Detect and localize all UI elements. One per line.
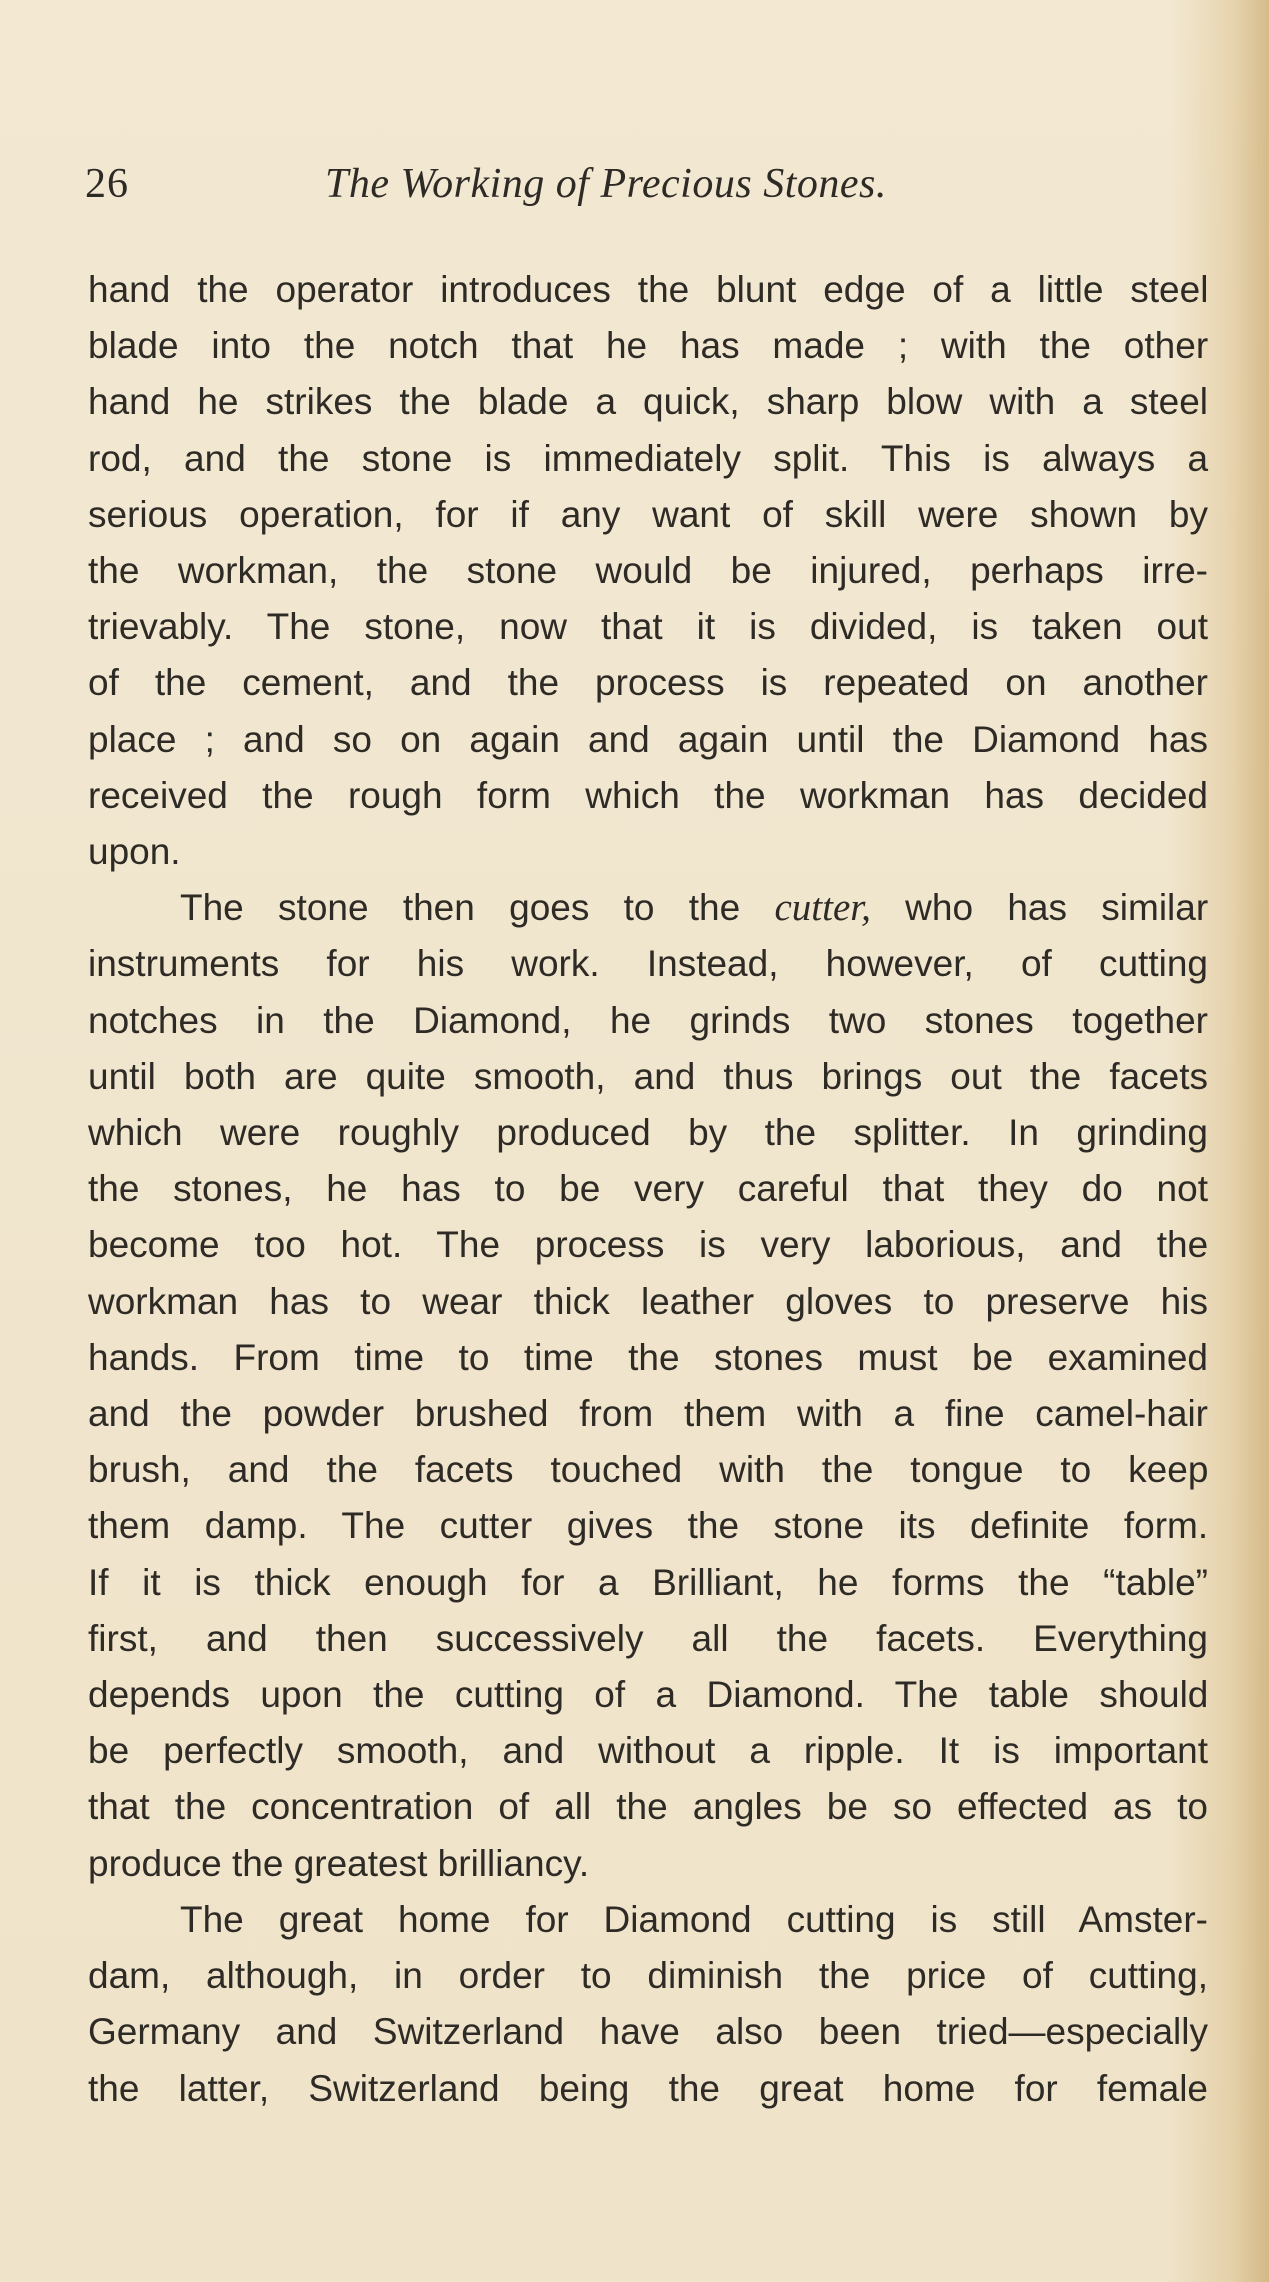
text-line: workman has to wear thick leather gloves to preserve his xyxy=(88,1280,1208,1322)
text-line: hand the operator introduces the blunt edge of a little steel xyxy=(88,269,1209,310)
text-line: brush, and the facets touched with the tongue to keep xyxy=(88,1449,1209,1491)
text-line: depends upon the cutting of a Diamond. The table should xyxy=(88,1674,1209,1716)
text-line: the stones, he has to be very careful that they do not xyxy=(88,1168,1208,1210)
text-line: trievably. The stone, now that it is divided, is taken out xyxy=(88,606,1208,648)
text-line-first xyxy=(88,880,1208,936)
text-line: Germany and Switzerland have also been tried—especially xyxy=(88,2011,1208,2053)
paragraph-1 xyxy=(88,262,1208,880)
text-line: the workman, the stone would be injured, perhaps irre- xyxy=(88,550,1208,592)
text-line: notches in the Diamond, he grinds two stones together xyxy=(88,999,1208,1041)
text-line: first, and then successively all the facets. Everything xyxy=(88,1617,1208,1659)
text-line: place ; and so on again and again until the Diamond has xyxy=(88,718,1208,760)
text-line: produce the greatest brilliancy. xyxy=(88,1842,590,1884)
text-line: upon. xyxy=(88,831,181,873)
text-line: hand he strikes the blade a quick, sharp blow with a steel xyxy=(88,381,1208,423)
body-text xyxy=(88,262,1208,2117)
text-line: them damp. The cutter gives the stone its definite form. xyxy=(88,1505,1209,1547)
paragraph-3 xyxy=(88,1892,1208,2117)
text-line: rod, and the stone is immediately split. This is always a xyxy=(88,437,1209,479)
text-line: be perfectly smooth, and without a ripple. It is important xyxy=(88,1730,1208,1772)
text-line-first: The great home for Diamond cutting is still Amster- xyxy=(180,1898,1208,1940)
text-line: instruments for his work. Instead, however, of cutting xyxy=(88,943,1208,985)
paragraph-2 xyxy=(88,880,1208,1892)
page-number: 26 xyxy=(85,161,129,207)
text-line: blade into the notch that he has made ; with the other xyxy=(88,325,1209,367)
text-line: until both are quite smooth, and thus brings out the facets xyxy=(88,1055,1209,1097)
text-fragment: The stone then goes to the xyxy=(180,887,775,929)
page-header xyxy=(85,160,1205,220)
text-line: and the powder brushed from them with a fine camel-hair xyxy=(88,1393,1208,1435)
text-line: of the cement, and the process is repeated on another xyxy=(88,662,1208,704)
text-line: received the rough form which the workman has decided xyxy=(88,774,1208,816)
text-line: that the concentration of all the angles be so effected as to xyxy=(88,1786,1208,1828)
text-line: the latter, Switzerland being the great home for female xyxy=(88,2067,1208,2109)
text-fragment: who has similar xyxy=(870,887,1209,929)
text-line: dam, although, in order to diminish the price of cutting, xyxy=(88,1955,1208,1997)
text-line: which were roughly produced by the splitter. In grinding xyxy=(88,1112,1208,1154)
running-title: The Working of Precious Stones. xyxy=(325,161,887,207)
text-line: become too hot. The process is very laborious, and the xyxy=(88,1224,1209,1266)
italic-term: cutter, xyxy=(774,886,871,930)
text-line: serious operation, for if any want of skill were shown by xyxy=(88,493,1208,535)
text-line: If it is thick enough for a Brilliant, he forms the “table” xyxy=(88,1561,1208,1603)
text-line: hands. From time to time the stones must be examined xyxy=(88,1336,1208,1378)
